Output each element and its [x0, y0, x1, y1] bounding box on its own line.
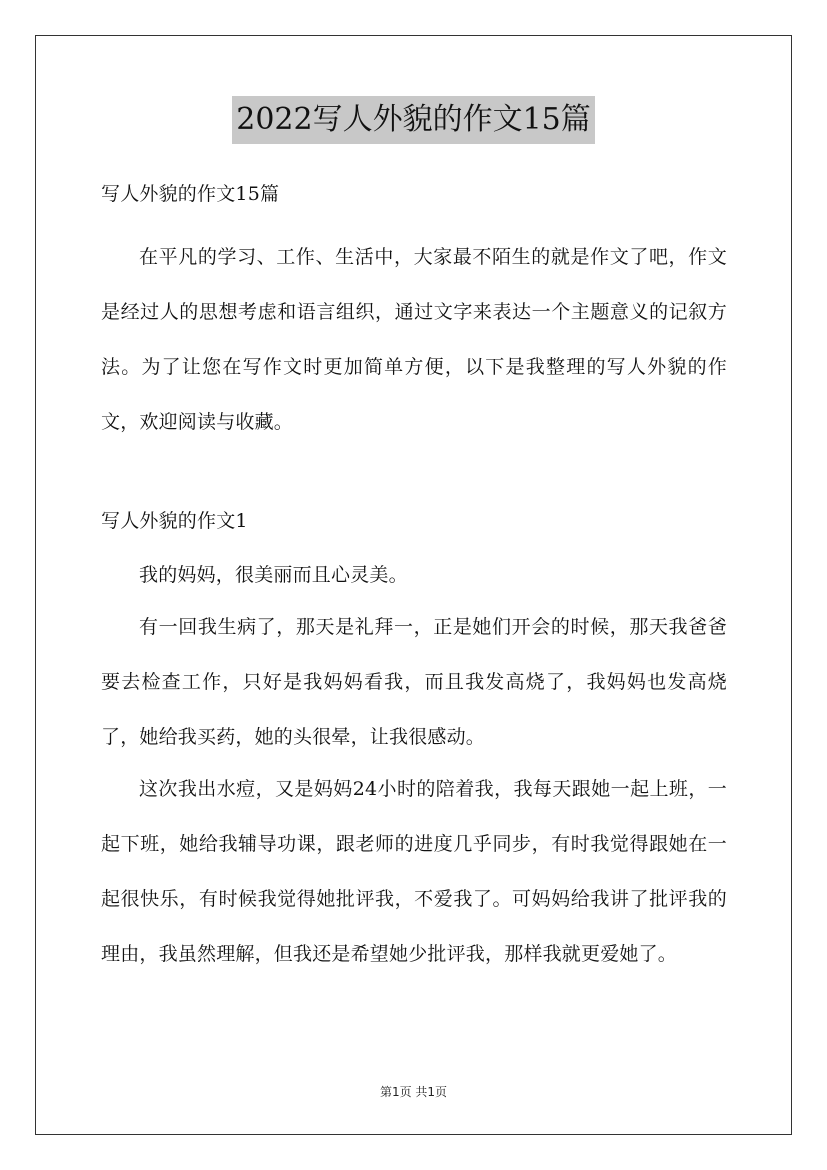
page-footer: 第1页 共1页: [379, 1085, 448, 1099]
paragraph-1: 我的妈妈，很美丽而且心灵美。: [139, 564, 408, 586]
document-title: 2022写人外貌的作文15篇: [232, 96, 595, 144]
intro-paragraph: 在平凡的学习、工作、生活中，大家最不陌生的就是作文了吧，作文是经过人的思想考虑和语言组织，通过文字来表达一个主题意义的记叙方法。为了让您在写作文时更加简单方便，以下是我整理的写人外貌的作文，欢迎阅读与收藏。: [101, 246, 727, 433]
document-subtitle: 写人外貌的作文15篇: [101, 183, 280, 205]
paragraph-2: 有一回我生病了，那天是礼拜一，正是她们开会的时候，那天我爸爸要去检查工作，只好是我妈妈看我，而且我发高烧了，我妈妈也发高烧了，她给我买药，她的头很晕，让我很感动。: [101, 616, 727, 748]
paragraph-3: 这次我出水痘，又是妈妈24小时的陪着我，我每天跟她一起上班，一起下班，她给我辅导功课，跟老师的进度几乎同步，有时我觉得跟她在一起很快乐，有时候我觉得她批评我，不爱我了。可妈妈给我讲了批评我的理由，我虽然理解，但我还是希望她少批评我，那样我就更爱她了。: [101, 778, 727, 965]
section-heading: 写人外貌的作文1: [101, 510, 248, 532]
title-area: [0, 96, 827, 144]
